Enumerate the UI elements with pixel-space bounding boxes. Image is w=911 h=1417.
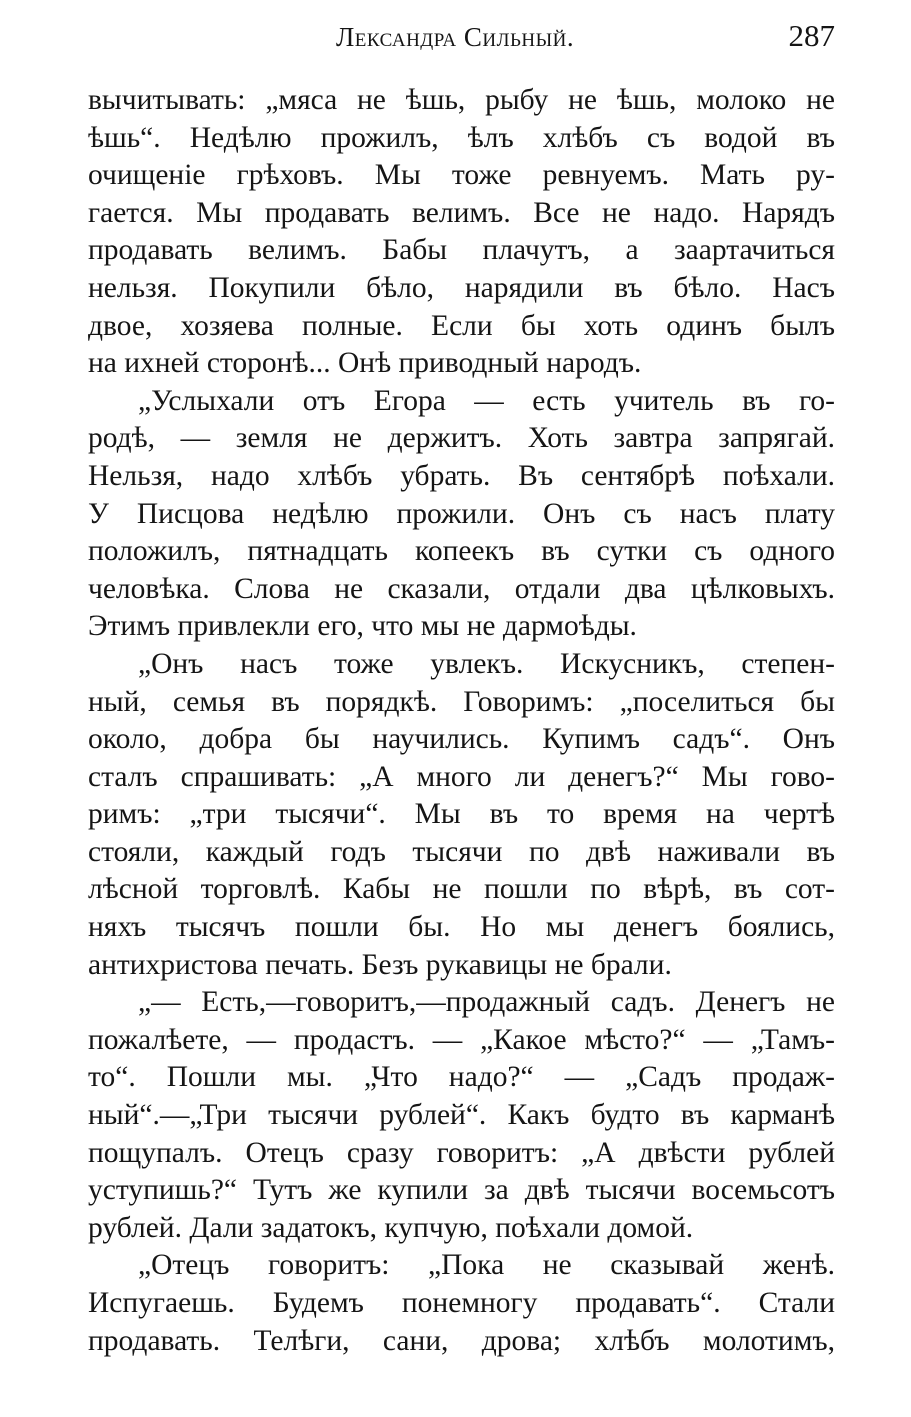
text-line: двое, хозяева полные. Если бы хоть одинъ былъ xyxy=(88,309,835,342)
text-line: Испугаешь. Будемъ понемногу продавать“. Стали xyxy=(88,1287,835,1319)
paragraph xyxy=(88,383,835,646)
text-line: „— Есть,—говоритъ,—продажный садъ. Денегъ не xyxy=(138,986,835,1019)
running-title: Лександра Сильный. xyxy=(336,22,575,52)
text-line: вычитывать: „мяса не ѣшь, рыбу не ѣшь, молоко не xyxy=(88,84,835,116)
text-line: нельзя. Покупили бѣло, нарядили въ бѣло. Насъ xyxy=(88,271,835,304)
text-line: очищеніе грѣховъ. Мы тоже ревнуемъ. Мать ру- xyxy=(88,159,835,192)
text-line: положилъ, пятнадцать копеекъ въ сутки съ одного xyxy=(88,535,835,568)
text-line: няхъ тысячъ пошли бы. Но мы денегъ боялись, xyxy=(88,911,835,944)
text-line: У Писцова недѣлю прожили. Онъ съ насъ плату xyxy=(88,497,835,530)
text-line: римъ: „три тысячи“. Мы въ то время на чертѣ xyxy=(88,798,835,831)
text-line: уступишь?“ Тутъ же купили за двѣ тысячи восемьсотъ xyxy=(88,1174,835,1207)
text-line: гается. Мы продавать велимъ. Все не надо. Нарядъ xyxy=(88,196,835,229)
text-line: человѣка. Слова не сказали, отдали два цѣлковыхъ. xyxy=(88,572,835,605)
text-line: ѣшь“. Недѣлю прожилъ, ѣлъ хлѣбъ съ водой въ xyxy=(88,121,835,154)
text-line: продавать. Телѣги, сани, дрова; хлѣбъ молотимъ, xyxy=(88,1324,835,1357)
text-line: сталъ спрашивать: „А много ли денегъ?“ Мы гово- xyxy=(88,760,835,793)
paragraph xyxy=(88,984,835,1247)
text-line: стояли, каждый годъ тысячи по двѣ наживали въ xyxy=(88,835,835,868)
text-line: то“. Пошли мы. „Что надо?“ — „Садъ продаж- xyxy=(88,1061,835,1094)
paragraph xyxy=(88,646,835,984)
paragraph xyxy=(88,1247,835,1360)
text-line: рублей. Дали задатокъ, купчую, поѣхали домой. xyxy=(88,1211,694,1244)
text-line: около, добра бы научились. Купимъ садъ“. Онъ xyxy=(88,723,835,756)
text-line: „Отецъ говоритъ: „Пока не сказывай женѣ. xyxy=(138,1249,835,1282)
paragraph xyxy=(88,82,835,383)
body-text xyxy=(88,82,835,1360)
text-line: на ихней сторонѣ... Онѣ приводный народъ. xyxy=(88,347,642,380)
text-line: ный, семья въ порядкѣ. Говоримъ: „поселиться бы xyxy=(88,685,835,718)
text-line: Нельзя, надо хлѣбъ убрать. Въ сентябрѣ поѣхали. xyxy=(88,459,835,492)
text-line: пожалѣете, — продастъ. — „Какое мѣсто?“ — „Тамъ- xyxy=(88,1023,835,1056)
text-line: „Услыхали отъ Егора — есть учитель въ го- xyxy=(138,384,835,417)
text-line: Этимъ привлекли его, что мы не дармоѣды. xyxy=(88,610,637,643)
text-line: „Онъ насъ тоже увлекъ. Искусникъ, степен- xyxy=(138,647,835,680)
text-line: родѣ, — земля не держитъ. Хоть завтра запрягай. xyxy=(88,422,835,455)
page-number: 287 xyxy=(788,18,835,53)
text-line: ный“.—„Три тысячи рублей“. Какъ будто въ карманѣ xyxy=(88,1099,835,1132)
text-line: продавать велимъ. Бабы плачутъ, а заартачиться xyxy=(88,234,835,267)
page-header xyxy=(88,18,835,58)
text-line: лѣсной торговлѣ. Кабы не пошли по вѣрѣ, въ сот- xyxy=(88,873,835,906)
text-line: антихристова печать. Безъ рукавицы не брали. xyxy=(88,948,672,981)
text-line: пощупалъ. Отецъ сразу говоритъ: „А двѣсти рублей xyxy=(88,1136,835,1169)
